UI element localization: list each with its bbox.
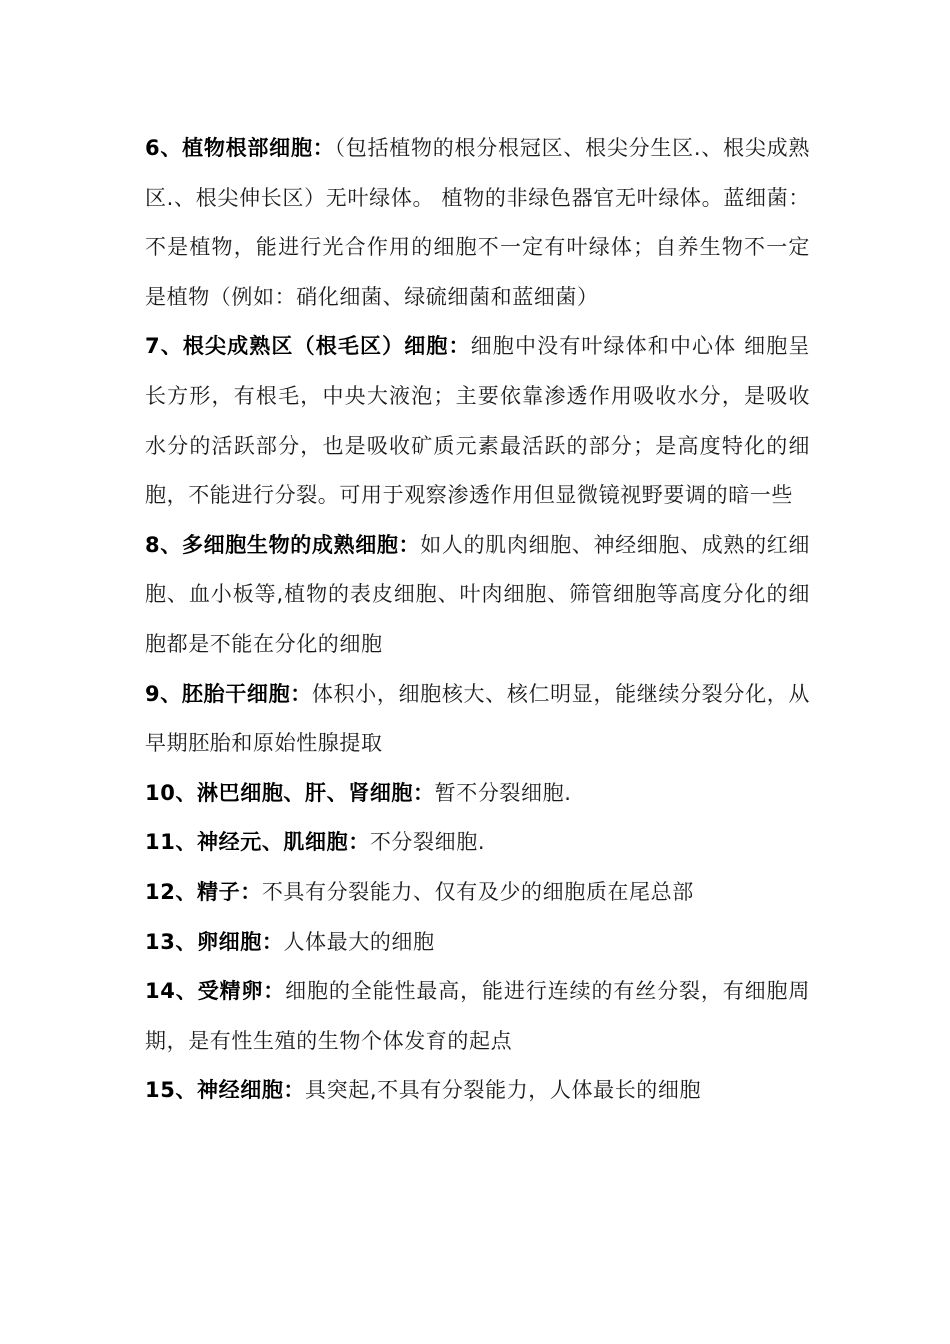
item-title: 13、卵细胞： (145, 929, 284, 954)
item-title: 15、神经细胞： (145, 1078, 306, 1103)
list-item (145, 1066, 810, 1116)
item-body: 细胞的全能性最高，能进行连续的有丝分裂，有细胞周期，是有性生殖的生物个体发育的起点 (145, 979, 810, 1053)
document-content (145, 124, 810, 1116)
item-body: 体积小，细胞核大、核仁明显，能继续分裂分化，从早期胚胎和原始性腺提取 (145, 681, 810, 756)
item-body: 不具有分裂能力、仅有及少的细胞质在尾总部 (261, 879, 694, 904)
list-item (145, 124, 810, 322)
list-item (145, 521, 810, 670)
item-body: 细胞中没有叶绿体和中心体 细胞呈长方形，有根毛，中央大液泡；主要依靠渗透作用吸收水分，是吸收水分的活跃部分，也是吸收矿质元素最活跃的部分；是高度特化的细胞，不能进行分裂。可用于观察渗透作用但显微镜视野要调的暗一些 (145, 334, 810, 508)
item-body: （包括植物的根分根冠区、根尖分生区.、根尖成熟区.、根尖伸长区）无叶绿体。 植物的非绿色器官无叶绿体。蓝细菌：不是植物，能进行光合作用的细胞不一定有叶绿体；自养生物不一定是植物（例如：硝化细菌、绿硫细菌和蓝细菌） (145, 136, 810, 309)
item-title: 11、神经元、肌细胞： (145, 830, 370, 855)
list-item (145, 918, 810, 968)
item-body: 不分裂细胞. (369, 830, 486, 855)
item-title: 12、精子： (145, 879, 262, 904)
item-body: 暂不分裂细胞. (434, 780, 572, 805)
list-item (145, 322, 810, 520)
item-title: 6、植物根部细胞： (145, 136, 335, 160)
list-item (145, 769, 810, 819)
list-item (145, 670, 810, 769)
list-item (145, 868, 810, 918)
item-title: 8、多细胞生物的成熟细胞： (145, 532, 421, 557)
item-body: 具突起,不具有分裂能力，人体最长的细胞 (305, 1078, 702, 1103)
list-item (145, 967, 810, 1066)
item-title: 10、淋巴细胞、肝、肾细胞： (145, 780, 435, 805)
item-body: 人体最大的细胞 (283, 929, 435, 954)
item-title: 7、根尖成熟区（根毛区）细胞： (145, 334, 471, 359)
list-item (145, 818, 810, 868)
item-body: 如人的肌肉细胞、神经细胞、成熟的红细胞、血小板等,植物的表皮细胞、叶肉细胞、筛管细胞等高度分化的细胞都是不能在分化的细胞 (145, 532, 810, 656)
item-title: 14、受精卵： (145, 979, 286, 1004)
item-title: 9、胚胎干细胞： (145, 681, 312, 706)
